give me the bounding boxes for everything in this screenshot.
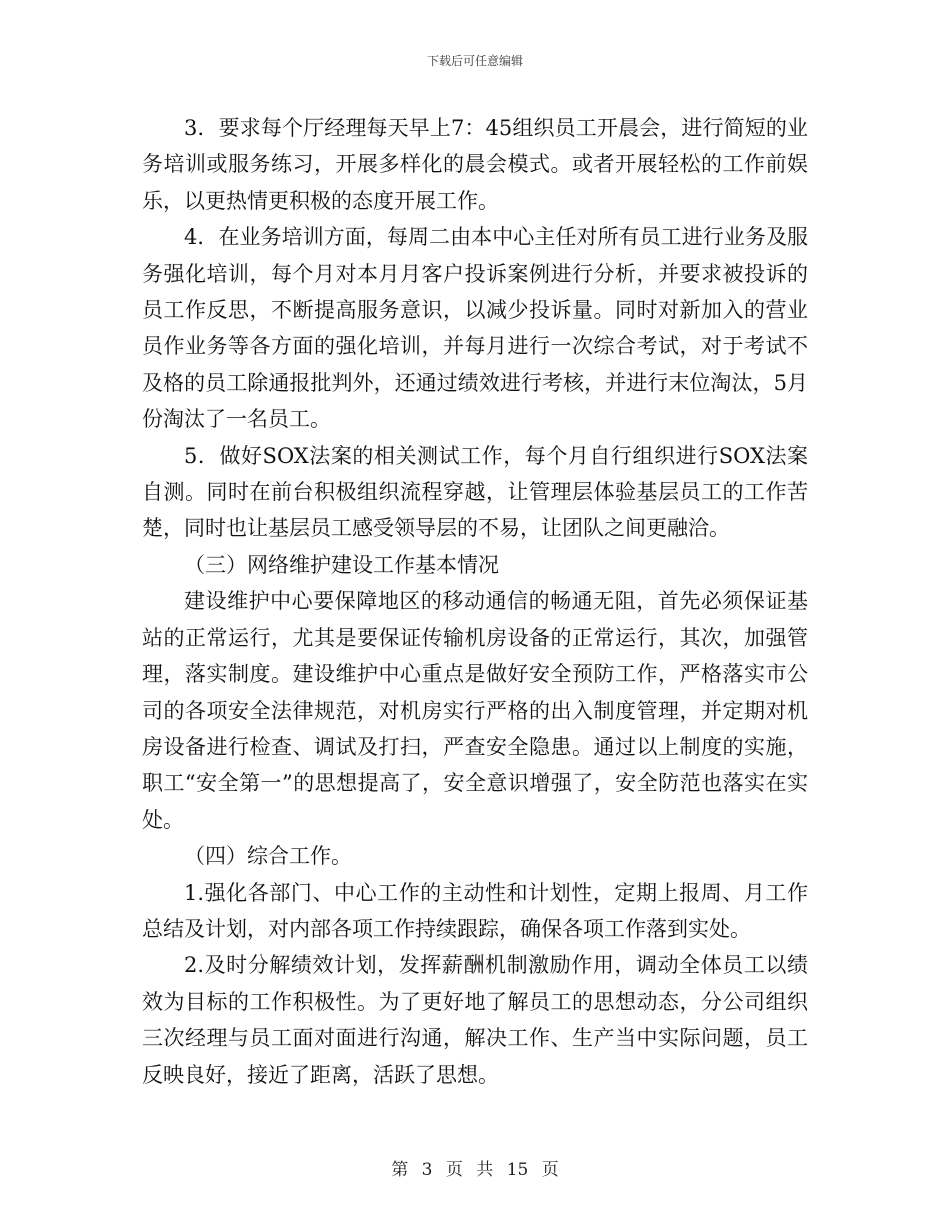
paragraph-item-5: 5．做好SOX法案的相关测试工作，每个月自行组织进行SOX法案自测。同时在前台积极组织流程穿越，让管理层体验基层员工的工作苦楚，同时也让基层员工感受领导层的不易，让团队之间更融洽。 xyxy=(142,443,808,541)
paragraph-comprehensive-2: 2.及时分解绩效计划，发挥薪酬机制激励作用，调动全体员工以绩效为目标的工作积极性。为了更好地了解员工的思想动态，分公司组织三次经理与员工面对面进行沟通，解决工作、生产当中实际问题，员工反映良好，接近了距离，活跃了思想。 xyxy=(142,953,808,1087)
page-header-note: 下载后可任意编辑 xyxy=(426,54,523,68)
paragraph-network-maintenance: 建设维护中心要保障地区的移动通信的畅通无阻，首先必须保证基站的正常运行，尤其是要保证传输机房设备的正常运行，其次，加强管理，落实制度。建设维护中心重点是做好安全预防工作，严格落实市公司的各项安全法律规范，对机房实行严格的出入制度管理，并定期对机房设备进行检查、调试及打扫，严查安全隐患。通过以上制度的实施，职工“安全第一”的思想提高了，安全意识增强了，安全防范也落实在实处。 xyxy=(142,589,808,832)
document-body xyxy=(142,110,808,1093)
paragraph-comprehensive-1: 1.强化各部门、中心工作的主动性和计划性，定期上报周、月工作总结及计划，对内部各项工作持续跟踪，确保各项工作落到实处。 xyxy=(142,880,808,941)
section-heading-comprehensive: （四）综合工作。 xyxy=(184,844,352,869)
paragraph-item-3: 3．要求每个厅经理每天早上7：45组织员工开晨会，进行简短的业务培训或服务练习，开展多样化的晨会模式。或者开展轻松的工作前娱乐，以更热情更积极的态度开展工作。 xyxy=(142,116,808,213)
page-number: 第 3 页 共 15 页 xyxy=(391,1160,559,1180)
section-heading-network: （三）网络维护建设工作基本情况 xyxy=(184,552,499,577)
paragraph-item-4: 4．在业务培训方面，每周二由本中心主任对所有员工进行业务及服务强化培训，每个月对本月月客户投诉案例进行分析，并要求被投诉的员工作反思，不断提高服务意识，以减少投诉量。同时对新加入的营业员作业务等各方面的强化培训，并每月进行一次综合考试，对于考试不及格的员工除通报批判外，还通过绩效进行考核，并进行末位淘汰，5月份淘汰了一名员工。 xyxy=(142,225,808,432)
